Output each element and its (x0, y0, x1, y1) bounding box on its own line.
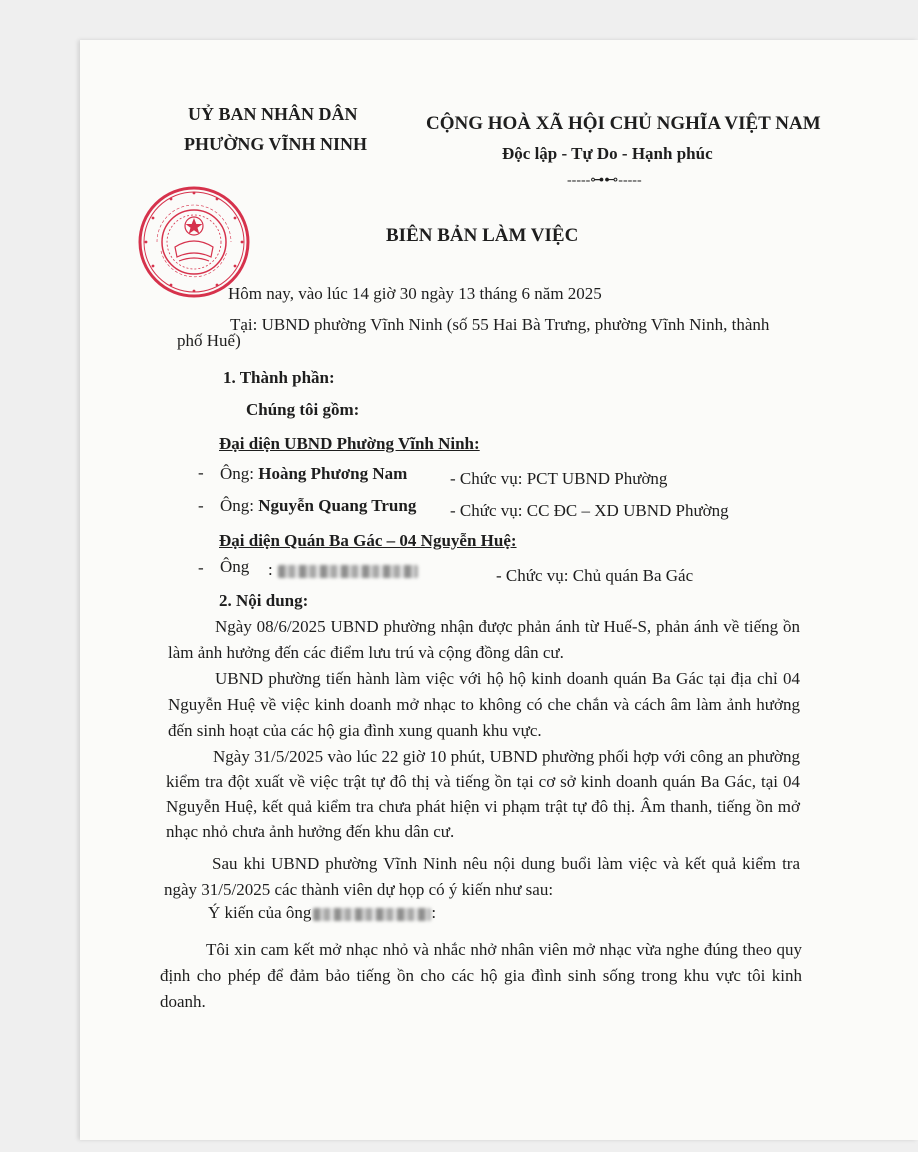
opinion-name-redacted (313, 908, 431, 921)
member1-name: Hoàng Phương Nam (258, 464, 408, 483)
paragraph-2: UBND phường tiến hành làm việc với hộ hộ kinh doanh quán Ba Gác tại địa chỉ 04 Nguyễn Huệ về việc kinh doanh mở nhạc to không có che chắn và cách âm làm ảnh hưởng đến sinh hoạt của các hộ gia đình xung quanh khu vực. (168, 669, 800, 740)
member1-role: - Chức vụ: PCT UBND Phường (450, 469, 668, 488)
paragraph-3: Ngày 31/5/2025 vào lúc 22 giờ 10 phút, UBND phường phối hợp với công an phường kiểm tra đột xuất về việc trật tự đô thị và tiếng ồn tại cơ sở kinh doanh quán Ba Gác, tại 04 Nguyễn Huệ, kết quả kiểm tra chưa phát hiện vi phạm trật tự đô thị. Âm thanh, tiếng ồn mở nhạc nhỏ chưa ảnh hưởng đến khu dân cư. (166, 747, 800, 841)
paragraph-1: Ngày 08/6/2025 UBND phường nhận được phản ánh từ Huế-S, phản ánh về tiếng ồn làm ảnh hưởng đến các điểm lưu trú và cộng đồng dân cư. (168, 617, 800, 662)
owner-role: - Chức vụ: Chủ quán Ba Gác (496, 566, 694, 585)
group1-heading: Đại diện UBND Phường Vĩnh Ninh: (219, 434, 480, 453)
member2-prefix: Ông: (220, 496, 259, 515)
owner-statement: Tôi xin cam kết mở nhạc nhỏ và nhắc nhở nhân viên mở nhạc vừa nghe đúng theo quy định cho phép để đảm bảo tiếng ồn cho các hộ gia đình sinh sống trong khu vực tôi kinh doanh. (160, 940, 802, 1011)
group2-heading: Đại diện Quán Ba Gác – 04 Nguyễn Huệ: (219, 531, 517, 550)
meeting-place-line1: Tại: UBND phường Vĩnh Ninh (số 55 Hai Bà Trưng, phường Vĩnh Ninh, thành (230, 315, 770, 334)
official-seal-icon (137, 185, 251, 299)
owner-sep: : (268, 560, 273, 579)
opinion-line (208, 903, 436, 923)
member2-name: Nguyễn Quang Trung (258, 496, 417, 515)
document-title: BIÊN BẢN LÀM VIỆC (386, 225, 579, 246)
member2-role: - Chức vụ: CC ĐC – XD UBND Phường (450, 501, 729, 520)
org-name-line2: PHƯỜNG VĨNH NINH (184, 134, 368, 154)
paragraph-4: Sau khi UBND phường Vĩnh Ninh nêu nội dung buổi làm việc và kết quả kiểm tra ngày 31/5/2025 các thành viên dự họp có ý kiến như sau: (164, 854, 800, 899)
member2-dash: - (198, 496, 204, 515)
section1-heading: 1. Thành phần: (223, 368, 335, 387)
member1-prefix: Ông: (220, 464, 259, 483)
owner-prefix: Ông (220, 557, 250, 576)
opinion-suffix: : (431, 903, 437, 922)
national-motto: Độc lập - Tự Do - Hạnh phúc (502, 144, 713, 163)
owner-name-redacted (278, 562, 418, 580)
meeting-place-line2: phố Huế) (177, 331, 241, 350)
member1-dash: - (198, 463, 204, 482)
section1-sub: Chúng tôi gồm: (246, 400, 360, 419)
owner-dash: - (198, 558, 204, 577)
member1 (220, 464, 407, 484)
meeting-time: Hôm nay, vào lúc 14 giờ 30 ngày 13 tháng 6 năm 2025 (228, 284, 602, 303)
nation-name: CỘNG HOÀ XÃ HỘI CHỦ NGHĨA VIỆT NAM (426, 113, 821, 134)
opinion-prefix: Ý kiến của ông (208, 903, 312, 922)
header-ornament: -----⊶⊷----- (567, 173, 642, 188)
member2 (220, 496, 416, 516)
org-name-line1: UỶ BAN NHÂN DÂN (188, 104, 358, 124)
section2-heading: 2. Nội dung: (219, 591, 309, 610)
